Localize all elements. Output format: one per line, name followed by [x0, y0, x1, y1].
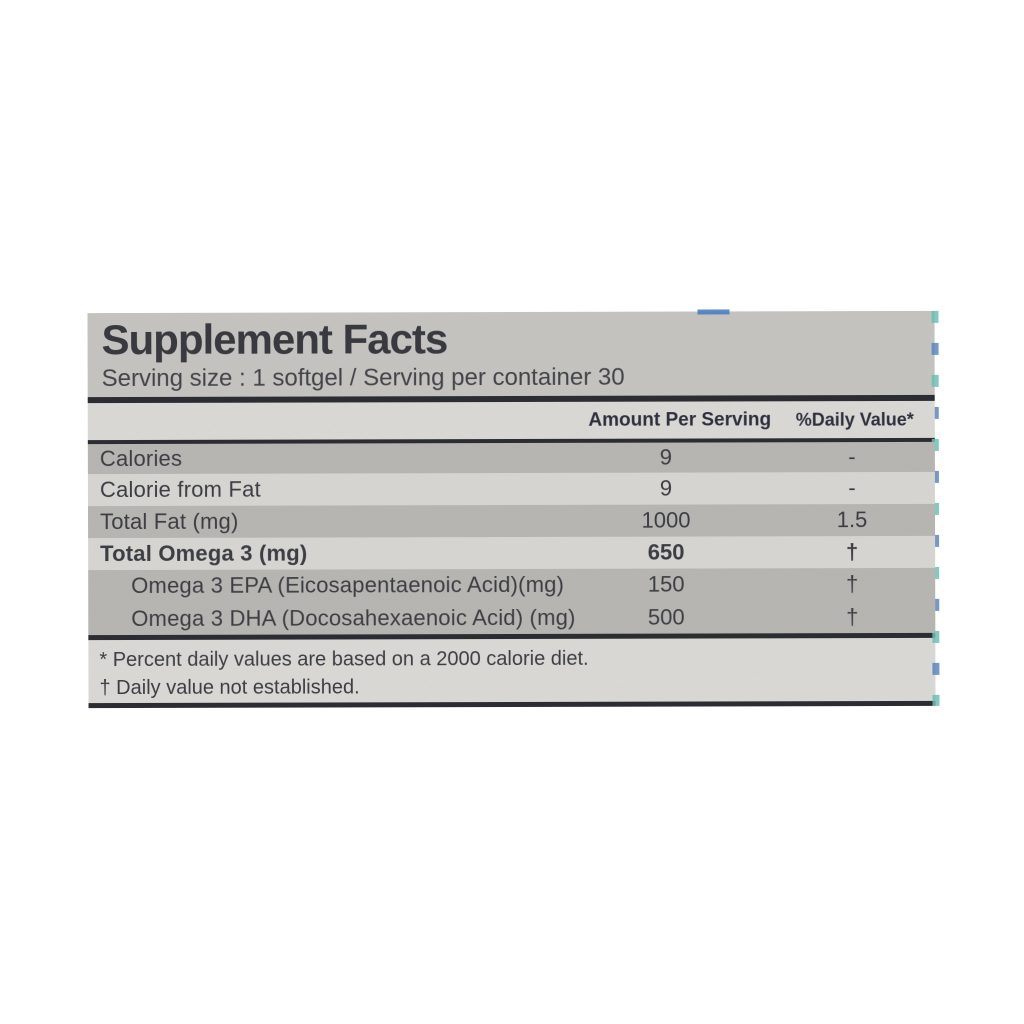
nutrient-daily-value: †	[845, 539, 859, 565]
column-header-row	[88, 401, 935, 440]
row-calorie-from-fat	[88, 472, 935, 506]
nutrient-name: Calorie from Fat	[99, 476, 261, 503]
nutrient-amount: 650	[647, 539, 685, 565]
footnote-not-established: † Daily value not established.	[99, 676, 360, 700]
nutrient-daily-value: †	[846, 571, 859, 597]
nutrient-amount: 9	[659, 444, 673, 470]
nutrient-name: Omega 3 EPA (Eicosapentaenoic Acid)(mg)	[131, 571, 565, 598]
row-omega3-dha	[88, 600, 935, 635]
supplement-facts-panel	[87, 311, 935, 708]
nutrient-daily-value: †	[846, 603, 859, 629]
row-calories	[88, 442, 935, 474]
panel-title: Supplement Facts	[101, 315, 448, 364]
row-total-fat	[88, 504, 935, 538]
panel-header	[87, 311, 934, 397]
nutrient-name: Total Fat (mg)	[99, 508, 239, 535]
bottom-rule	[89, 701, 936, 708]
nutrient-amount: 9	[659, 475, 673, 501]
column-header-daily-value: %Daily Value*	[795, 408, 914, 430]
nutrient-amount: 1000	[641, 507, 691, 533]
nutrient-name: Total Omega 3 (mg)	[100, 540, 308, 567]
nutrient-name: Omega 3 DHA (Docosahexaenoic Acid) (mg)	[131, 604, 576, 631]
nutrient-daily-value: -	[848, 444, 856, 470]
footnotes	[88, 638, 935, 703]
top-registration-dash	[697, 309, 729, 314]
serving-info: Serving size : 1 softgel / Serving per container 30	[101, 363, 625, 393]
column-header-amount: Amount Per Serving	[588, 408, 772, 431]
nutrient-daily-value: -	[848, 475, 856, 501]
footnote-daily-values: * Percent daily values are based on a 2000 calorie diet.	[99, 647, 589, 672]
nutrient-name: Calories	[99, 445, 183, 472]
nutrient-amount: 500	[647, 604, 685, 630]
nutrient-amount: 150	[647, 571, 685, 597]
row-total-omega3	[88, 536, 935, 570]
row-omega3-epa	[88, 568, 935, 602]
nutrient-daily-value: 1.5	[836, 507, 868, 533]
